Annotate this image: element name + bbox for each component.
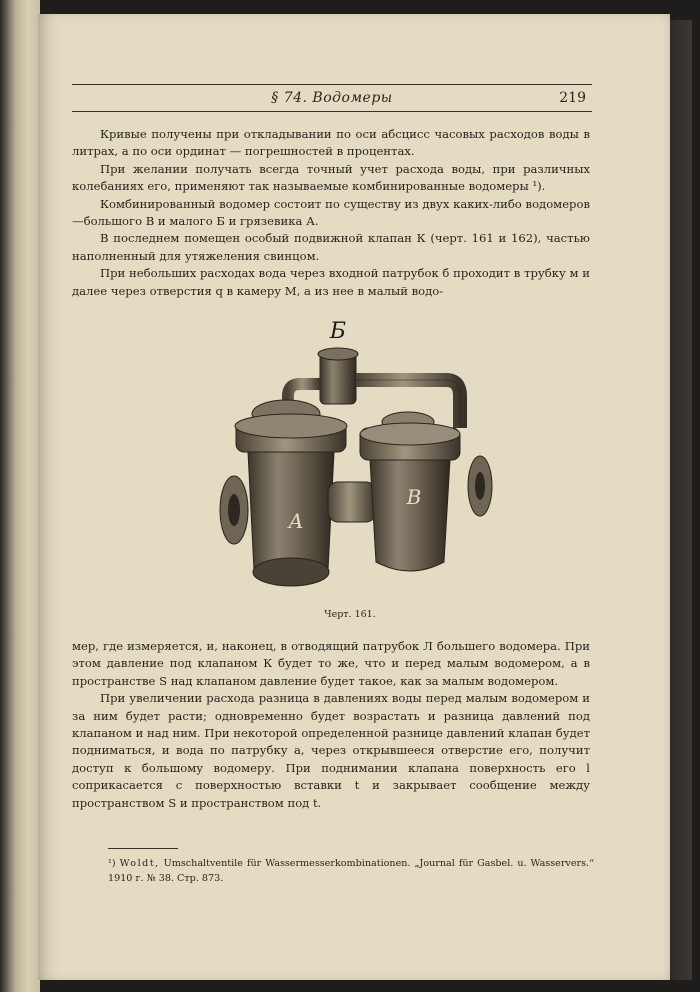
paragraph: При желании получать всегда точный учет расхода воды, при различных колебаниях его, применяют так называемые комбинированные водомеры ¹). [72, 161, 590, 194]
paragraph: При небольших расходах вода через входной патрубок б проходит в трубку м и далее через отверстия q в камеру М, а из нее в малый водо- [72, 266, 590, 298]
book-spine [0, 0, 40, 992]
paragraph: В последнем помещен особый подвижной клапан К (черт. 161 и 162), частью наполненный для утяжеления свинцом. [72, 231, 590, 263]
page-number: 219 [559, 90, 586, 106]
text-block-bottom [72, 638, 590, 812]
paragraph: При увеличении расхода разница в давлениях воды перед малым водомером и за ним будет расти; одновременно будет возрастать и разница давлений под клапаном и над ним. При некоторой определенной разнице давлений клапан будет подниматься, и вода по патрубку а, через открывшееся отверстие его, получит доступ к большому водомеру. При поднимании клапана поверхность его l соприкасается с поверхностью вставки t и закрывает сообщение между пространством S и пространством под t. [72, 691, 590, 810]
text-block-top [72, 126, 590, 300]
facing-page-fragment [4, 60, 28, 760]
figure-caption: Черт. 161. [324, 609, 376, 620]
section-title: § 74. Водомеры [271, 90, 393, 106]
footnote-text: Umschaltventile für Wassermesserkombinationen. „Journal für Gasbel. u. Wasservers.“ 1910 г. № 38. Стр. 873. [108, 858, 594, 884]
book-cover-edge [670, 20, 692, 980]
figure-label-a: А [288, 509, 304, 533]
figure-label-v: В [406, 485, 422, 509]
paragraph: мер, где измеряется, и, наконец, в отводящий патрубок Л большего водомера. При этом давление под клапаном К будет то же, что и перед малым водомером, а в пространстве S над клапаном давление будет такое, как за малым водомером. [72, 639, 590, 688]
footnote-author: Woldt, [119, 858, 160, 869]
running-header [72, 84, 592, 112]
footnote [108, 856, 594, 886]
footnote-marker: ¹) [108, 858, 116, 869]
footnote-divider [108, 848, 178, 849]
paragraph: Комбинированный водомер состоит по существу из двух каких-либо водомеров—большого В и малого Б и грязевика А. [72, 196, 590, 229]
figure-label-b: Б [329, 319, 347, 344]
water-meter-illustration [208, 310, 504, 610]
paragraph: Кривые получены при откладывании по оси абсцисс часовых расходов воды в литрах, а по оси ординат — погрешностей в процентах. [72, 127, 590, 159]
